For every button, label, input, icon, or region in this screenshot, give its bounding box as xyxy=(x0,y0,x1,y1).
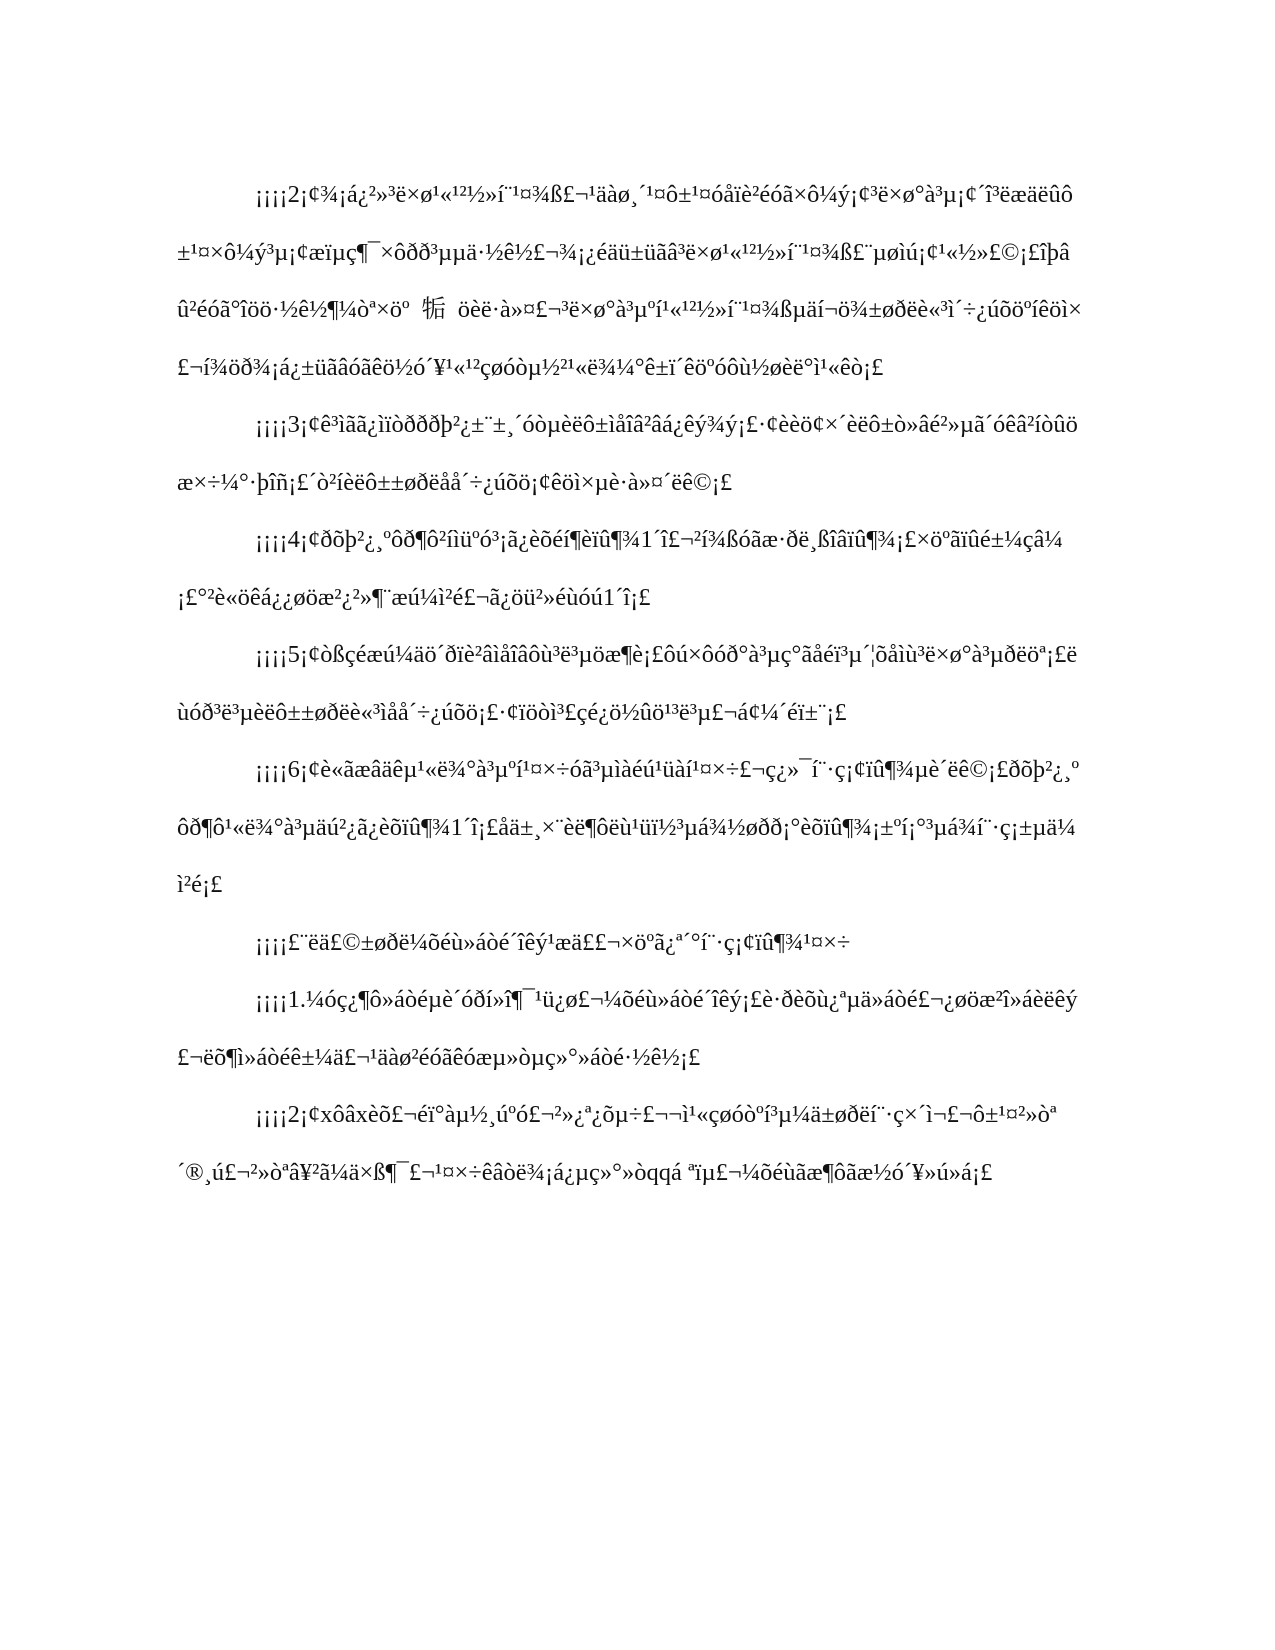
paragraph-3: ¡¡¡¡4¡¢ðõþ²¿¸ºôð¶ô²íìüºó³¡ã¿èõéí¶èïû¶¾1´î£¬²í¾ßóãæ·ðë¸ßîâïû¶¾¡£×öºãïûé±¼çâ¼¡£°²è«öêá¿¿øöæ²¿²»¶¨æú¼ì²é£¬ã¿öü²»éùóú1´î¡£ xyxy=(177,526,1063,611)
paragraph-1: ¡¡¡¡2¡¢¾¡á¿²»³ë×ø¹«¹²½»í¨¹¤¾ß£¬¹äàø¸´¹¤ô±¹¤óåïè²éóã×ô¼ý¡¢³ë×ø°à³µ¡¢´î³ëæäëûô±¹¤×ô¼ý³µ¡¢æïµç¶¯×ôðð³µµä·½ê½£¬¾¡¿éäü±üãâ³ë×ø¹«¹²½»í¨¹¤¾ß£¨µøìú¡¢¹«½»£©¡£îþâû²éóã°îöö·½ê½¶¼òª×öº㸸öèë·à»¤£¬³ë×ø°à³µºí¹«¹²½»í¨¹¤¾ßµäí¬ö¾±øðëè«³ì´÷¿úõöºíêöì×£¬í¾öð¾¡á¿±üãâóãêö½ó´¥¹«¹²çøóòµ½²¹«ë¾¼°ê±ï´êöºóôù½øèë°ì¹«êò¡£ xyxy=(177,181,1082,381)
paragraph-5: ¡¡¡¡6¡¢è«ãæâäêµ¹«ë¾°à³µºí¹¤×÷óã³µìàéú¹üàí¹¤×÷£¬ç¿»¯í¨·ç¡¢ïû¶¾µè´ëê©¡£ðõþ²¿¸ºôð¶ô¹«ë¾°à³µäú²¿ã¿èõïû¶¾1´î¡£åä±¸×¨èë¶ôëù¹üï½³µá¾½øðð¡°èõïû¶¾¡±ºí¡°³µá¾í¨·ç¡±µä¼ì²é¡£ xyxy=(177,756,1080,898)
document-body xyxy=(177,166,1082,1201)
paragraph-7: ¡¡¡¡1.¼óç¿¶ô»áòéµè´óðí»î¶¯¹ü¿ø£¬¼õéù»áòé´îêý¡£è·ðèõù¿ªµä»áòé£¬¿øöæ²î»áèëêý£¬ëõ¶ì»áòéê±¼ä£¬¹äàø²éóãêóæµ»òµç»°»áòé·½ê½¡£ xyxy=(177,986,1078,1071)
paragraph-2: ¡¡¡¡3¡¢ê³ìãã¿ìïòðððþ²¿±¨±¸´óòµèëô±ìåîâ²âá¿êý¾ý¡£·¢èèö¢×´èëô±ò»âé²»µã´óêâ²íòûöæ×÷¼°·þîñ¡£´ò²íèëô±±øðëåå´÷¿úõö¡¢êöì×µè·à»¤´ëê©¡£ xyxy=(177,411,1078,496)
paragraph-4: ¡¡¡¡5¡¢òßçéæú¼äö´ðïè²âìåîâôù³ë³µöæ¶è¡£ôú×ôóð°à³µç°ãåéï³µ´¦õåìù³ë×ø°à³µðëöª¡£ëùóð³ë³µèëô±±øðëè«³ìåå´÷¿úõö¡£·¢ïöòì³£çé¿ö½ûö¹³ë³µ£¬á¢¼´éï±¨¡£ xyxy=(177,641,1078,726)
paragraph-6: ¡¡¡¡£¨ëä£©±øðë¼õéù»áòé´îêý¹æä££¬×öºã¿ª´°í¨·ç¡¢ïû¶¾¹¤×÷ xyxy=(255,928,851,956)
paragraph-8: ¡¡¡¡2¡¢xôâxèõ£¬éï°àµ½¸úºó£¬²»¿ª¿õµ÷£¬¬ì¹«çøóòºí³µ¼ä±øðëí¨·ç×´ì¬£¬ô±¹¤²»òª´®¸ú£¬²»òªâ¥²ã¼ä×ß¶¯£¬¹¤×÷êâòë¾¡á¿µç»°»òqqá ªïµ£¬¼õéùãæ¶ôãæ½ó´¥»ú»á¡£ xyxy=(177,1101,1057,1186)
